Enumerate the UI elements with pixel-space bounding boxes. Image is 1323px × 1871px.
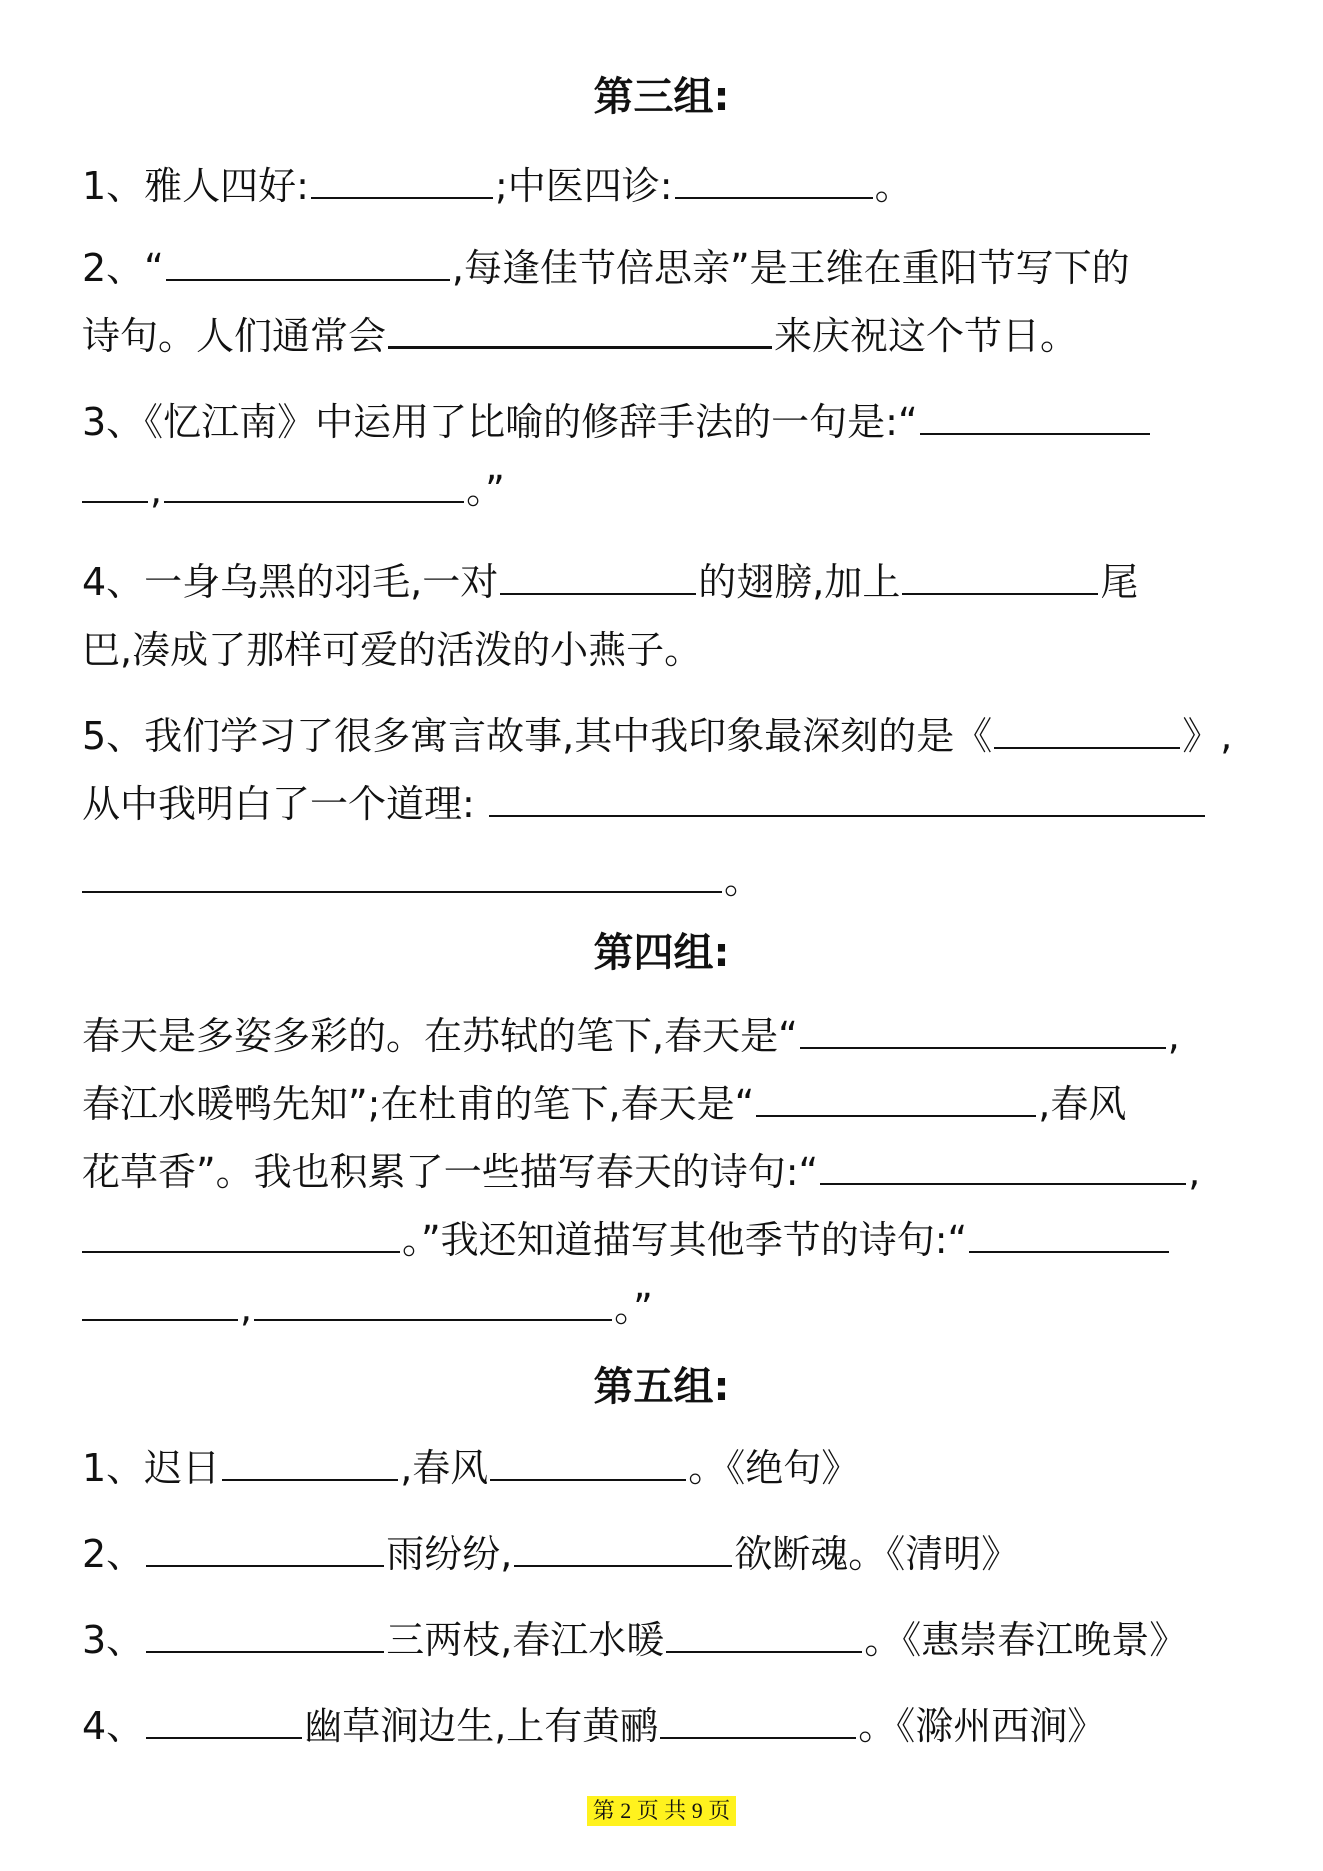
- answer-blank[interactable]: [500, 557, 696, 595]
- g3-q4-text-d: 巴,凑成了那样可爱的活泼的小燕子。: [82, 628, 703, 672]
- g5-q2-text-a: 2、: [82, 1532, 145, 1576]
- g3-q3-text-b: ,: [150, 468, 163, 512]
- g3-q2-text-d: 来庆祝这个节日。: [774, 314, 1079, 358]
- answer-blank[interactable]: [994, 711, 1180, 749]
- g3-q5-text-b: 》,: [1182, 714, 1233, 758]
- g5-q3-text-a: 3、: [82, 1618, 145, 1662]
- g5-q1-text-c: 。《绝句》: [688, 1446, 860, 1490]
- answer-blank[interactable]: [514, 1529, 732, 1567]
- g3-q2-text-a: 2、“: [82, 246, 164, 290]
- answer-blank[interactable]: [756, 1079, 1036, 1117]
- answer-blank[interactable]: [675, 161, 873, 199]
- answer-blank[interactable]: [666, 1615, 862, 1653]
- g4-l2-text-a: 春江水暖鸭先知”;在杜甫的笔下,春天是“: [82, 1082, 755, 1126]
- g3-q3-text-a: 3、《忆江南》中运用了比喻的修辞手法的一句是:“: [82, 400, 918, 444]
- g4-l1-text-a: 春天是多姿多彩的。在苏轼的笔下,春天是“: [82, 1014, 798, 1058]
- g3-q4-text-c: 尾: [1100, 560, 1139, 604]
- answer-blank[interactable]: [660, 1701, 856, 1739]
- g3-q1-text-b: ;中医四诊:: [494, 164, 673, 208]
- g3-q1-text-a: 1、雅人四好:: [82, 164, 309, 208]
- answer-blank[interactable]: [490, 1443, 686, 1481]
- answer-blank[interactable]: [164, 465, 464, 503]
- answer-blank[interactable]: [82, 465, 148, 503]
- g3-q5-text-d: 。: [724, 858, 763, 902]
- g4-l2-text-b: ,春风: [1038, 1082, 1127, 1126]
- g4-line5: [82, 1280, 653, 1336]
- g5-q2: [82, 1526, 1019, 1582]
- answer-blank[interactable]: [146, 1529, 384, 1567]
- answer-blank[interactable]: [920, 397, 1150, 435]
- g3-q5-text-c: 从中我明白了一个道理:: [82, 782, 475, 826]
- g3-q4-line2: [82, 622, 702, 678]
- g4-l5-text-a: ,: [240, 1286, 253, 1330]
- g3-q4-text-b: 的翅膀,加上: [698, 560, 901, 604]
- g3-q5-line1: [82, 708, 1232, 764]
- g3-q3-line2: [82, 462, 505, 518]
- g4-line2: [82, 1076, 1126, 1132]
- answer-blank[interactable]: [820, 1147, 1186, 1185]
- g3-q5-line2: [82, 776, 1207, 832]
- answer-blank[interactable]: [146, 1701, 302, 1739]
- answer-blank[interactable]: [82, 1283, 238, 1321]
- answer-blank[interactable]: [166, 243, 450, 281]
- page-number: 第 2 页 共 9 页: [587, 1796, 737, 1826]
- page-footer: [0, 1796, 1323, 1826]
- g3-q4-line1: [82, 554, 1138, 610]
- g4-l1-text-b: ,: [1167, 1014, 1180, 1058]
- answer-blank[interactable]: [969, 1215, 1169, 1253]
- answer-blank[interactable]: [388, 310, 772, 349]
- answer-blank[interactable]: [489, 779, 1205, 817]
- answer-blank[interactable]: [311, 161, 493, 199]
- g4-line3: [82, 1144, 1200, 1200]
- group4-title: 第四组:: [593, 930, 730, 976]
- g5-q4: [82, 1698, 1105, 1754]
- answer-blank[interactable]: [254, 1283, 612, 1321]
- group5-title: 第五组:: [593, 1364, 730, 1410]
- g4-l3-text-b: ,: [1188, 1150, 1201, 1194]
- g3-q5-line3: [82, 852, 762, 908]
- g5-q3-text-c: 。《惠崇春江晚景》: [864, 1618, 1188, 1662]
- answer-blank[interactable]: [222, 1443, 398, 1481]
- g5-q1: [82, 1440, 859, 1496]
- g3-q1-text-c: 。: [874, 164, 913, 208]
- g4-l4-text-a: 。”我还知道描写其他季节的诗句:“: [402, 1218, 968, 1262]
- g5-q4-text-b: 幽草涧边生,上有黄鹂: [304, 1704, 659, 1748]
- g3-q1: [82, 158, 913, 214]
- g5-q2-text-c: 欲断魂。《清明》: [734, 1532, 1020, 1576]
- g5-q3-text-b: 三两枝,春江水暖: [386, 1618, 665, 1662]
- group3-title: 第三组:: [593, 74, 730, 120]
- answer-blank[interactable]: [902, 557, 1098, 595]
- g3-q3-text-c: 。”: [466, 468, 505, 512]
- g3-q2-line2: [82, 308, 1078, 364]
- g5-q1-text-a: 1、迟日: [82, 1446, 221, 1490]
- g5-q2-text-b: 雨纷纷,: [386, 1532, 513, 1576]
- g5-q3: [82, 1612, 1187, 1668]
- answer-blank[interactable]: [146, 1615, 384, 1653]
- g4-line1: [82, 1008, 1180, 1064]
- answer-blank[interactable]: [82, 1215, 400, 1253]
- g4-line4: [82, 1212, 1171, 1268]
- answer-blank[interactable]: [82, 855, 722, 893]
- g3-q4-text-a: 4、一身乌黑的羽毛,一对: [82, 560, 499, 604]
- answer-blank[interactable]: [800, 1011, 1166, 1049]
- g4-l3-text-a: 花草香”。我也积累了一些描写春天的诗句:“: [82, 1150, 819, 1194]
- g3-q5-text-a: 5、我们学习了很多寓言故事,其中我印象最深刻的是《: [82, 714, 993, 758]
- g3-q2-line1: [82, 240, 1130, 296]
- g5-q4-text-a: 4、: [82, 1704, 145, 1748]
- g5-q1-text-b: ,春风: [400, 1446, 489, 1490]
- g3-q2-text-b: ,每逢佳节倍思亲”是王维在重阳节写下的: [451, 246, 1130, 290]
- g5-q4-text-c: 。《滁州西涧》: [858, 1704, 1106, 1748]
- g3-q3-line1: [82, 394, 1152, 450]
- g3-q2-text-c: 诗句。人们通常会: [82, 314, 387, 358]
- g4-l5-text-b: 。”: [614, 1286, 653, 1330]
